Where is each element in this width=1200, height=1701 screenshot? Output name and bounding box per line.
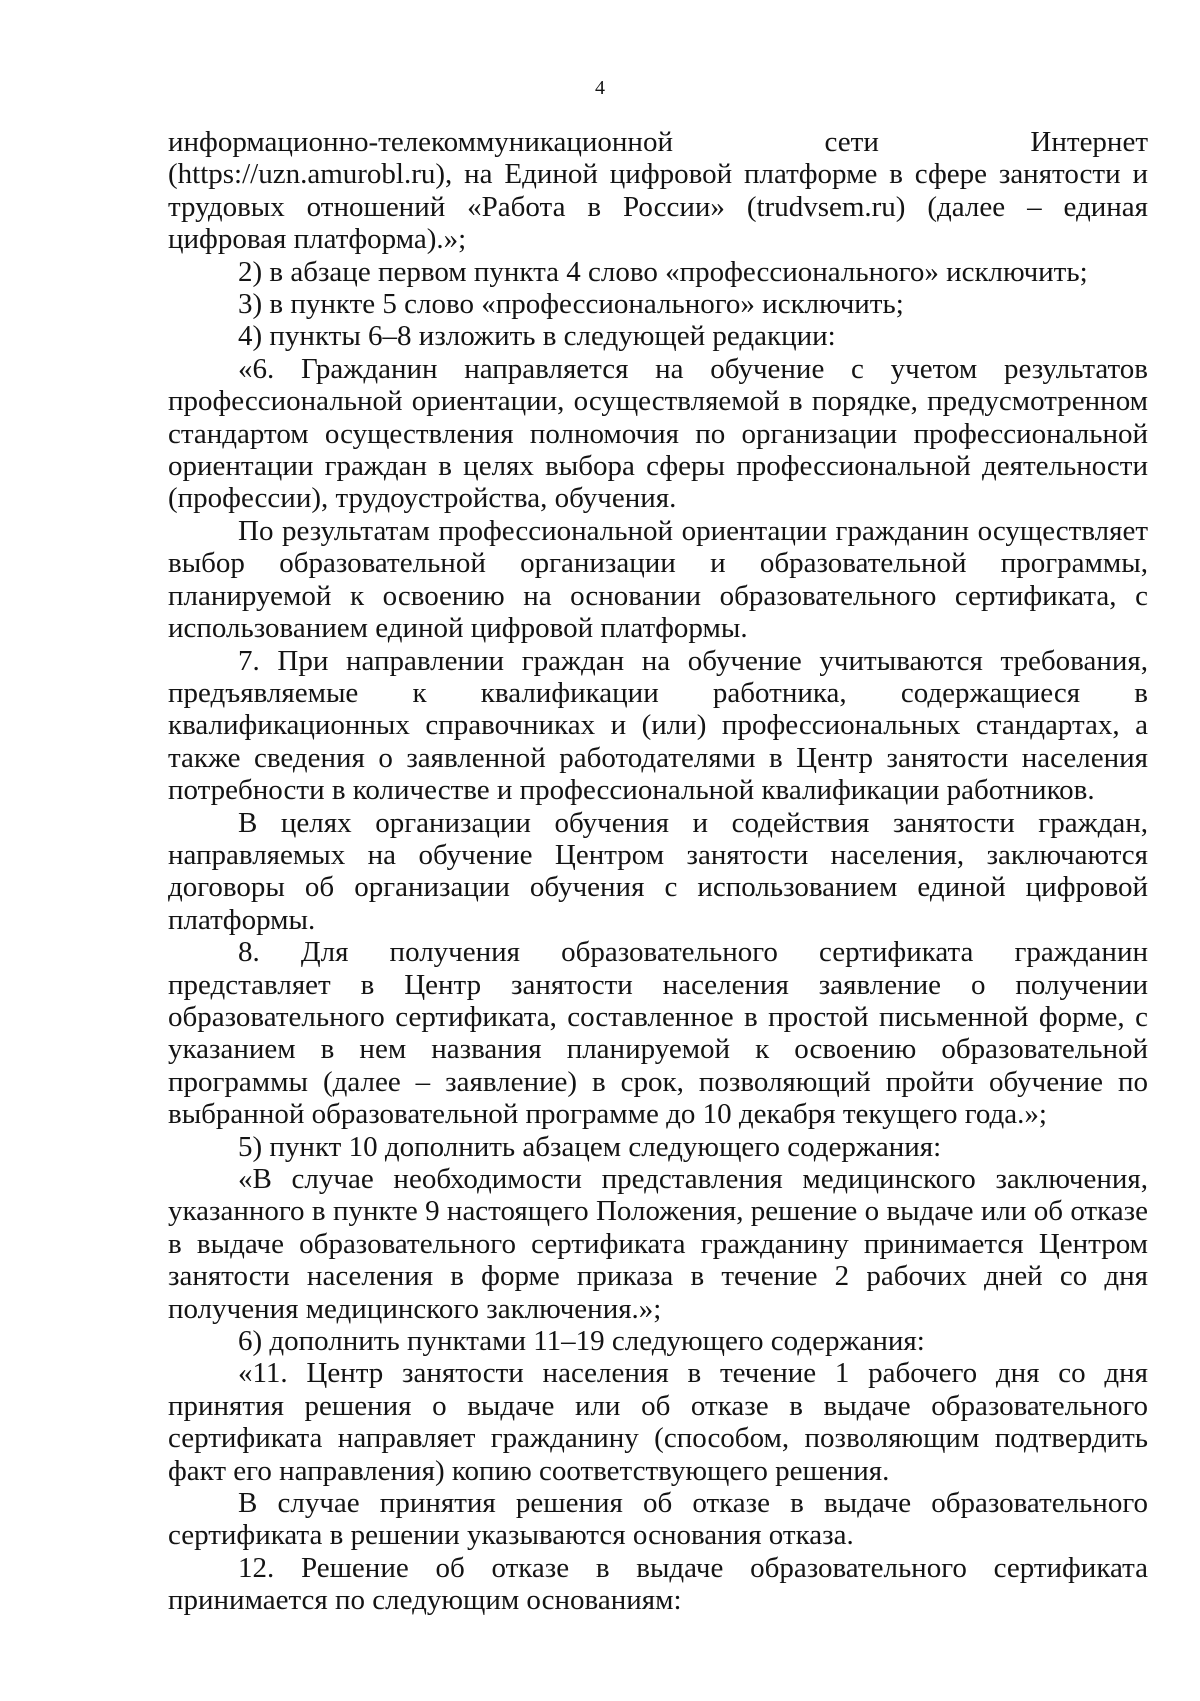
paragraph-point-11: «11. Центр занятости населения в течение 1 рабочего дня со дня принятия решения о выдаче или об отказе в выдаче образовательного сертификата направляет гражданину (способом, позволяющим подтвердить факт его направления) копию соответствующего решения. [168,1357,1148,1487]
paragraph-amendment-3: 3) в пункте 5 слово «профессионального» исключить; [238,288,904,321]
paragraph-amendment-6: 6) дополнить пунктами 11–19 следующего содержания: [238,1325,925,1358]
page-number: 4 [595,77,605,99]
paragraph-point-7: 7. При направлении граждан на обучение учитываются требования, предъявляемые к квалификации работника, содержащиеся в квалификационных справочниках и (или) профессиональных стандартах, а также сведения о заявленной работодателями в Центр занятости населения потребности в количестве и профессиональной квалификации работников. [168,644,1148,807]
paragraph-point-10-addition: «В случае необходимости представления медицинского заключения, указанного в пункте 9 настоящего Положения, решение о выдаче или об отказе в выдаче образовательного сертификата гражданину принимается Центром занятости населения в форме приказа в течение 2 рабочих дней со дня получения медицинского заключения.»; [168,1163,1148,1325]
paragraph-point-6-continued: По результатам профессиональной ориентации гражданин осуществляет выбор образовательной организации и образовательной программы, планируемой к освоению на основании образовательного сертификата, с использованием единой цифровой платформы. [168,514,1148,645]
paragraph-amendment-2: 2) в абзаце первом пункта 4 слово «профессионального» исключить; [238,255,1088,288]
paragraph-point-6: «6. Гражданин направляется на обучение с учетом результатов профессиональной ориентации, осуществляемой в порядке, предусмотренном стандартом осуществления полномочия по организации профессиональной ориентации граждан в целях выбора сферы профессиональной деятельности (профессии), трудоустройства, обучения. [168,352,1148,515]
paragraph-amendment-5: 5) пункт 10 дополнить абзацем следующего содержания: [238,1130,942,1163]
paragraph-point-7-continued: В целях организации обучения и содействия занятости граждан, направляемых на обучение Центром занятости населения, заключаются договоры об организации обучения с использованием единой цифровой платформы. [168,806,1148,936]
paragraph-amendment-4: 4) пункты 6–8 изложить в следующей редакции: [238,320,836,353]
paragraph-point-11-continued: В случае принятия решения об отказе в выдаче образовательного сертификата в решении указываются основания отказа. [168,1487,1148,1552]
document-body [168,126,1148,1617]
paragraph-point-12: 12. Решение об отказе в выдаче образовательного сертификата принимается по следующим основаниям: [168,1551,1148,1617]
paragraph-point-8: 8. Для получения образовательного сертификата гражданин представляет в Центр занятости населения заявление о получении образовательного сертификата, составленное в простой письменной форме, с указанием в нем названия планируемой к освоению образовательной программы (далее – заявление) в срок, позволяющий пройти обучение по выбранной образовательной программе до 10 декабря текущего года.»; [168,936,1148,1131]
paragraph-intro-continuation: информационно-телекоммуникационной сети Интернет (https://uzn.amurobl.ru), на Единой цифровой платформе в сфере занятости и трудовых отношений «Работа в России» (trudvsem.ru) (далее – единая цифровая платформа).»; [168,126,1148,256]
